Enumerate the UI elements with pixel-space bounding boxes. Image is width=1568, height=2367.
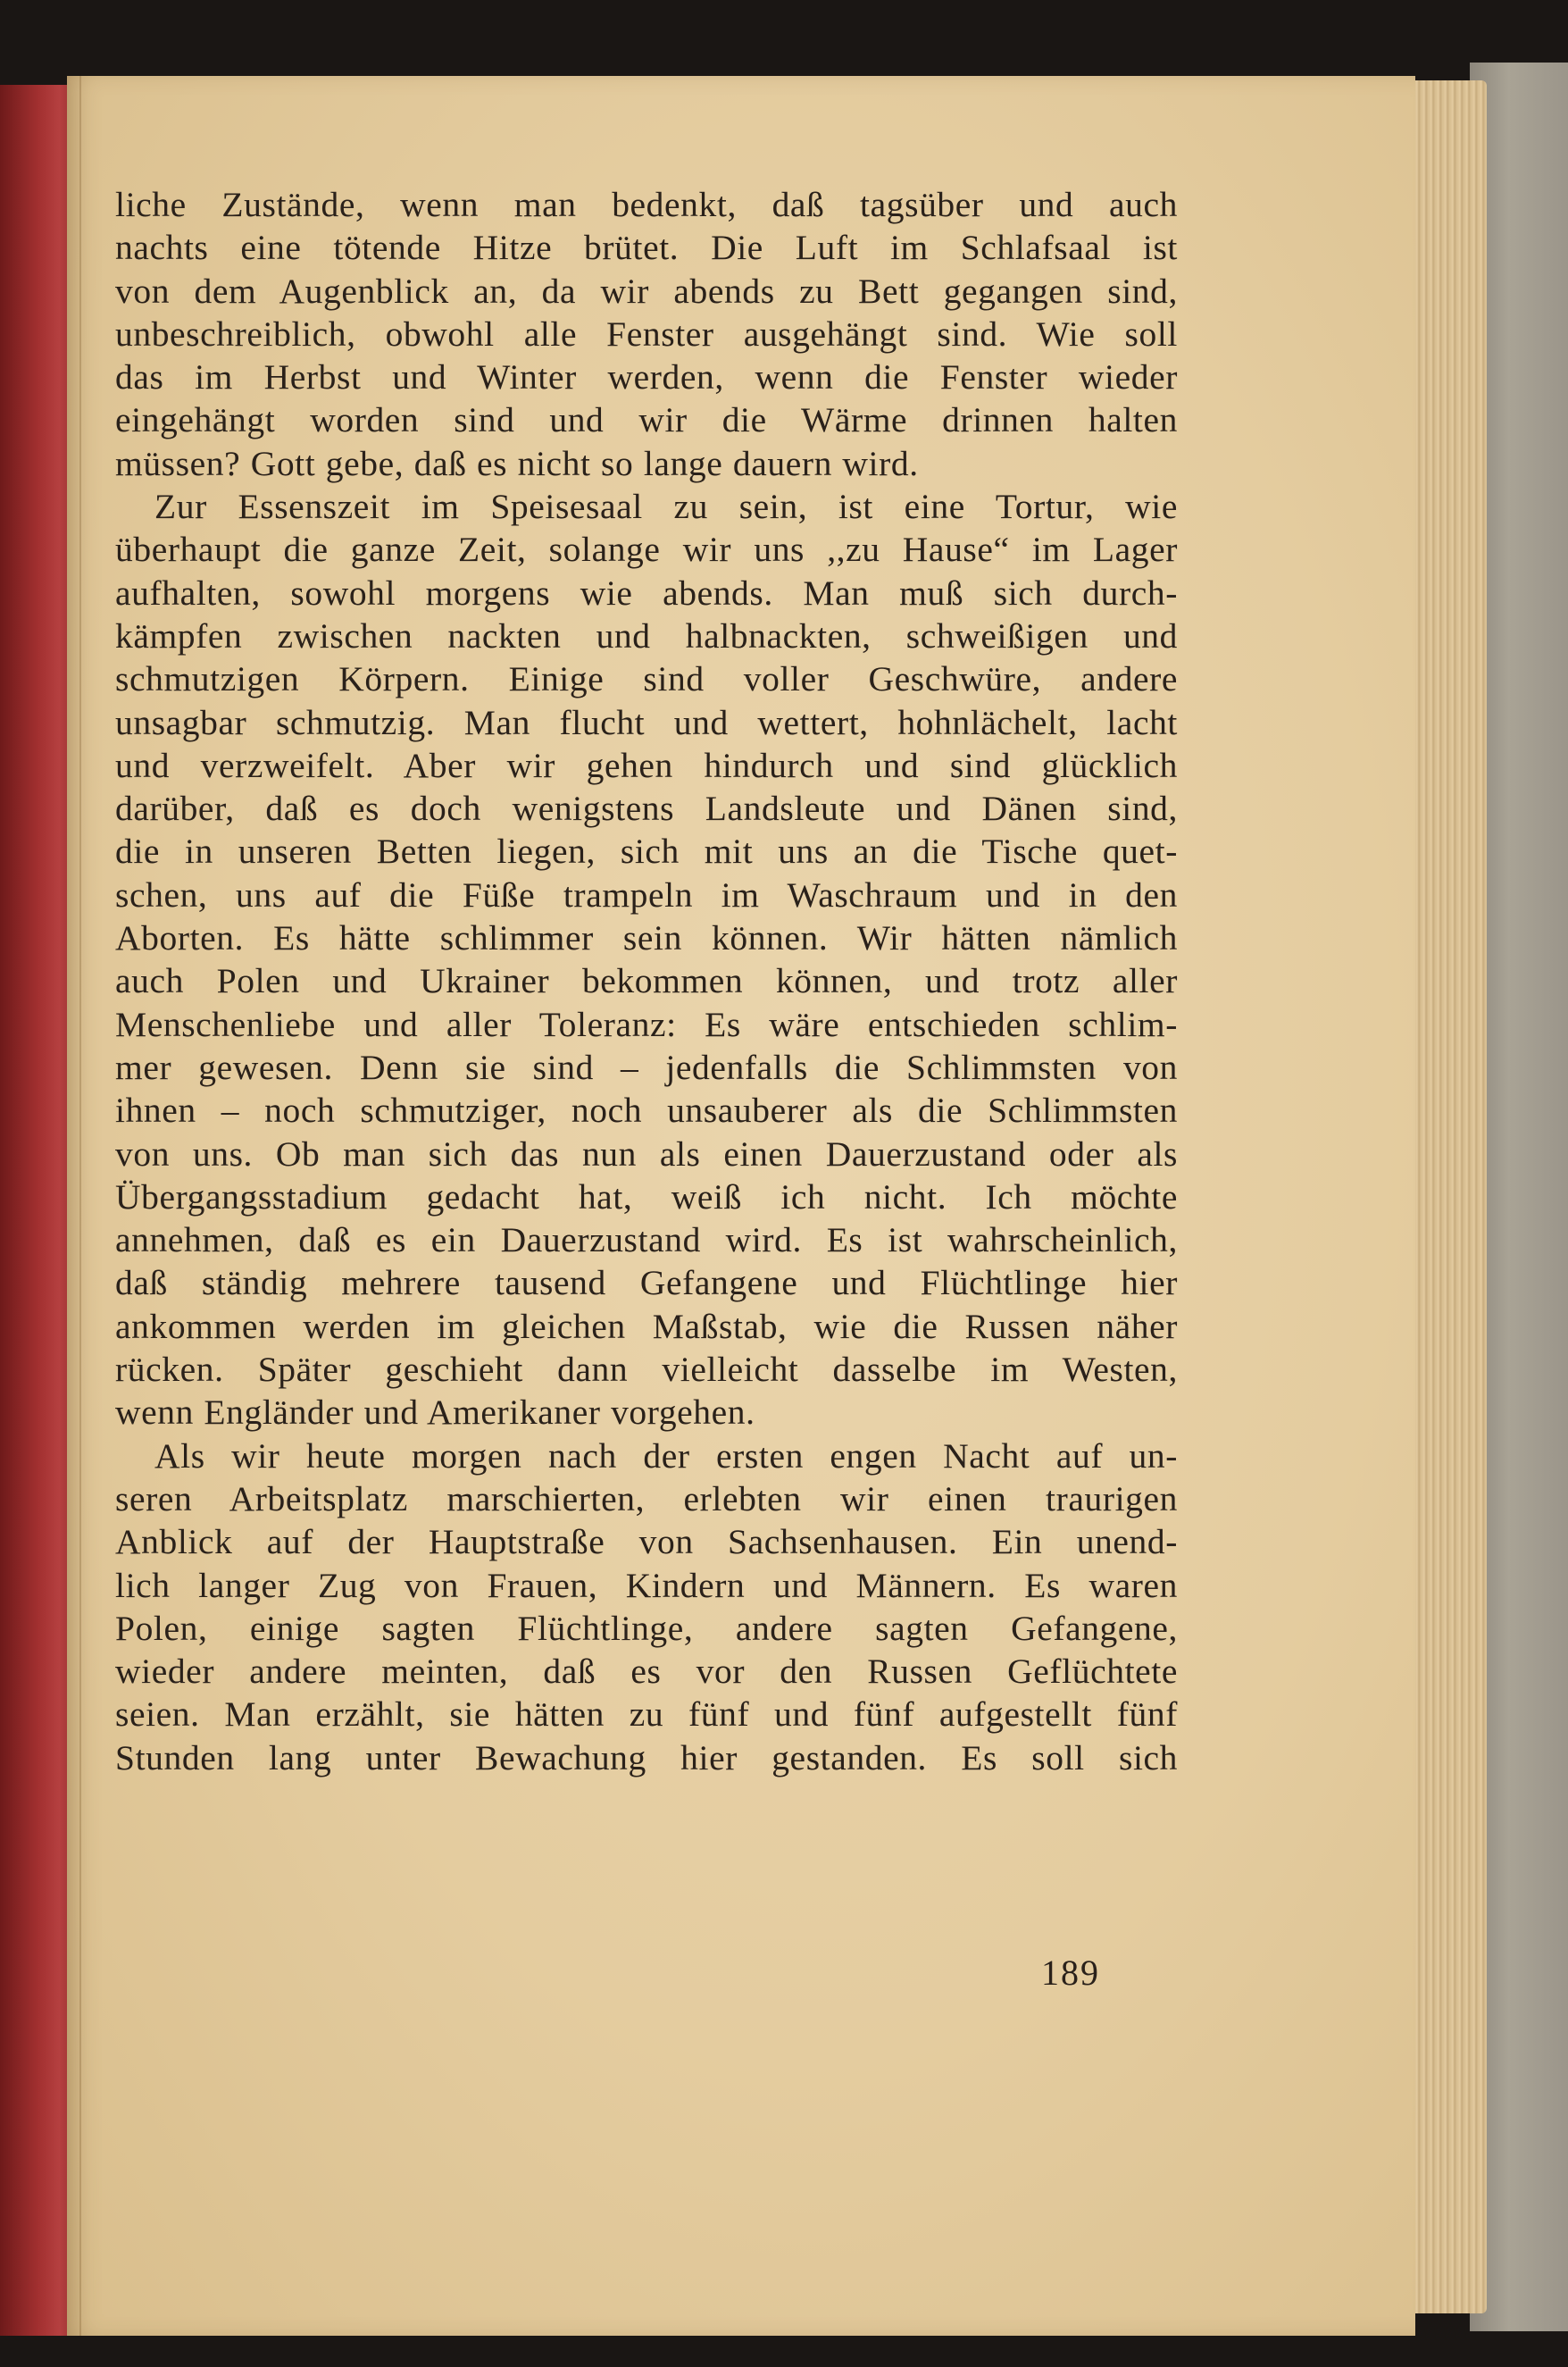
text-line: darüber, daß es doch wenigstens Landsleute und Dänen sind, [115, 789, 1178, 829]
text-line: Polen, einige sagten Flüchtlinge, andere sagten Gefangene, [115, 1608, 1178, 1648]
text-line: unsagbar schmutzig. Man flucht und wettert, hohnlächelt, lacht [115, 702, 1178, 742]
text-line: eingehängt worden sind und wir die Wärme drinnen halten [115, 400, 1178, 440]
text-line: schmutzigen Körpern. Einige sind voller Geschwüre, andere [115, 659, 1178, 699]
text-line: unbeschreiblich, obwohl alle Fenster ausgehängt sind. Wie soll [115, 314, 1178, 354]
paragraph-end-line: wenn Engländer und Amerikaner vorgehen. [115, 1393, 755, 1433]
text-line: nachts eine tötende Hitze brütet. Die Luft im Schlafsaal ist [115, 228, 1178, 268]
paragraph-end-line: müssen? Gott gebe, daß es nicht so lange dauern wird. [115, 443, 919, 483]
text-line: kämpfen zwischen nackten und halbnackten, schweißigen und [115, 615, 1178, 656]
text-line: die in unseren Betten liegen, sich mit uns an die Tische quet- [115, 832, 1178, 872]
text-line: aufhalten, sowohl morgens wie abends. Man muß sich durch- [115, 573, 1178, 613]
paragraph-start-line: Als wir heute morgen nach der ersten engen Nacht auf un- [154, 1435, 1178, 1476]
text-line: seren Arbeitsplatz marschierten, erlebten wir einen traurigen [115, 1478, 1178, 1518]
text-line: Aborten. Es hätte schlimmer sein können. Wir hätten nämlich [115, 918, 1178, 958]
page-gutter [79, 76, 81, 2336]
text-line: von uns. Ob man sich das nun als einen Dauerzustand oder als [115, 1133, 1178, 1174]
body-text [115, 183, 1178, 1779]
text-line: ankommen werden im gleichen Maßstab, wie die Russen näher [115, 1306, 1178, 1346]
text-line: Übergangsstadium gedacht hat, weiß ich nicht. Ich möchte [115, 1176, 1178, 1217]
text-line: auch Polen und Ukrainer bekommen können, und trotz aller [115, 961, 1178, 1001]
text-line: wieder andere meinten, daß es vor den Russen Geflüchtete [115, 1652, 1178, 1692]
paragraph-start-line: Zur Essenszeit im Speisesaal zu sein, ist eine Tortur, wie [154, 487, 1178, 527]
text-line: rücken. Später geschieht dann vielleicht dasselbe im Westen, [115, 1350, 1178, 1390]
text-line: mer gewesen. Denn sie sind – jedenfalls die Schlimmsten von [115, 1047, 1178, 1087]
text-line: von dem Augenblick an, da wir abends zu Bett gegangen sind, [115, 271, 1178, 311]
text-line: ihnen – noch schmutziger, noch unsauberer als die Schlimmsten [115, 1091, 1178, 1131]
text-line: daß ständig mehrere tausend Gefangene und Flüchtlinge hier [115, 1263, 1178, 1303]
text-line: lich langer Zug von Frauen, Kindern und Männern. Es waren [115, 1565, 1178, 1605]
text-line: annehmen, daß es ein Dauerzustand wird. Es ist wahrscheinlich, [115, 1220, 1178, 1260]
text-line: überhaupt die ganze Zeit, solange wir uns ,,zu Hause“ im Lager [115, 530, 1178, 570]
text-line: seien. Man erzählt, sie hätten zu fünf und fünf aufgestellt fünf [115, 1694, 1178, 1735]
text-line: das im Herbst und Winter werden, wenn die Fenster wieder [115, 357, 1178, 397]
text-line: Anblick auf der Hauptstraße von Sachsenhausen. Ein unend- [115, 1522, 1178, 1562]
text-line: schen, uns auf die Füße trampeln im Waschraum und in den [115, 874, 1178, 915]
text-line: Menschenliebe und aller Toleranz: Es wäre entschieden schlim- [115, 1004, 1178, 1044]
text-line: liche Zustände, wenn man bedenkt, daß tagsüber und auch [115, 185, 1178, 224]
page-number: 189 [1041, 1953, 1100, 1993]
text-line: und verzweifelt. Aber wir gehen hindurch und sind glücklich [115, 745, 1178, 785]
text-line: Stunden lang unter Bewachung hier gestanden. Es soll sich [115, 1737, 1178, 1777]
